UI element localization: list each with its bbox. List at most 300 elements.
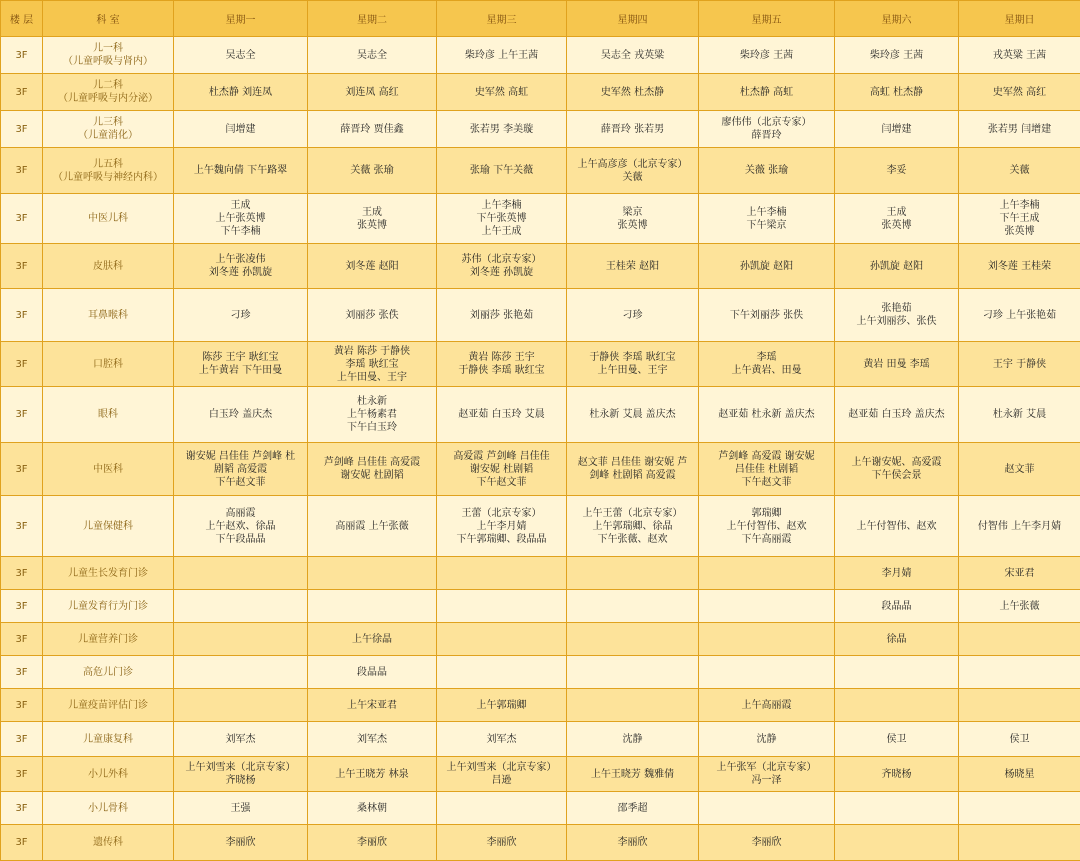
cell-line: 高丽霞 上午张薇 [310, 520, 434, 533]
cell-line: 沈静 [701, 733, 832, 746]
cell-line: 张瑜 下午关薇 [439, 164, 564, 177]
cell-line: 遗传科 [45, 836, 171, 849]
cell-line: 上午张凌伟 [176, 253, 305, 266]
department-cell [43, 244, 174, 289]
cell-line: 下午侯会景 [837, 469, 956, 482]
cell-line: 关薇 [961, 164, 1078, 177]
schedule-cell-sat [835, 722, 959, 757]
cell-line: 眼科 [45, 408, 171, 421]
cell-line: 刘军杰 [310, 733, 434, 746]
cell-line: 上午张英博 [176, 212, 305, 225]
schedule-cell-sat [835, 590, 959, 623]
cell-line: 陈莎 王宇 耿红宝 [176, 351, 305, 364]
schedule-cell-wed [437, 656, 567, 689]
cell-line: 李月婧 [837, 567, 956, 580]
department-cell [43, 289, 174, 342]
header-cell: 星期三 [437, 1, 567, 37]
schedule-cell-sun [959, 244, 1080, 289]
cell-line: 黄岩 田曼 李瑶 [837, 358, 956, 371]
header-cell: 科 室 [43, 1, 174, 37]
cell-line: 杜永新 艾晨 盖庆杰 [569, 408, 696, 421]
cell-line: 王成 [310, 206, 434, 219]
schedule-cell-mon [174, 194, 308, 244]
table-row [1, 37, 1080, 74]
schedule-cell-sun [959, 792, 1080, 825]
schedule-cell-wed [437, 387, 567, 443]
schedule-cell-wed [437, 74, 567, 111]
cell-line: 芦剑峰 高爱霞 谢安妮 [701, 450, 832, 463]
department-cell [43, 590, 174, 623]
floor-cell: 3F [1, 289, 43, 342]
table-row [1, 825, 1080, 861]
schedule-cell-mon [174, 792, 308, 825]
cell-line: 上午赵欢、徐晶 [176, 520, 305, 533]
department-cell [43, 443, 174, 496]
department-cell [43, 757, 174, 792]
cell-line: 下午李楠 [176, 225, 305, 238]
cell-line: 杜杰静 高虹 [701, 86, 832, 99]
cell-line: 李妥 [837, 164, 956, 177]
cell-line: 耳鼻喉科 [45, 309, 171, 322]
department-cell [43, 74, 174, 111]
schedule-cell-sun [959, 656, 1080, 689]
schedule-cell-thu [567, 825, 699, 861]
floor-cell: 3F [1, 443, 43, 496]
schedule-cell-sun [959, 74, 1080, 111]
schedule-cell-wed [437, 825, 567, 861]
schedule-cell-fri [699, 342, 835, 387]
department-cell [43, 194, 174, 244]
schedule-cell-thu [567, 623, 699, 656]
cell-line: 梁京 [569, 206, 696, 219]
cell-line: 中医儿科 [45, 212, 171, 225]
cell-line: 上午徐晶 [310, 633, 434, 646]
schedule-cell-sat [835, 194, 959, 244]
cell-line: 王成 [837, 206, 956, 219]
cell-line: 王强 [176, 802, 305, 815]
cell-line: 吴志全 [176, 49, 305, 62]
table-row [1, 111, 1080, 148]
schedule-cell-wed [437, 111, 567, 148]
cell-line: 张英博 [837, 219, 956, 232]
cell-line: 孙凯旋 赵阳 [837, 260, 956, 273]
cell-line: 刘丽莎 张佚 [310, 309, 434, 322]
cell-line: 上午王晓芳 林泉 [310, 768, 434, 781]
cell-line: 上午宋亚君 [310, 699, 434, 712]
cell-line: 高爱霞 芦剑峰 吕佳佳 [439, 450, 564, 463]
schedule-cell-tue [308, 689, 437, 722]
floor-cell: 3F [1, 74, 43, 111]
department-cell [43, 496, 174, 557]
schedule-cell-sat [835, 244, 959, 289]
schedule-cell-sun [959, 387, 1080, 443]
cell-line: 剑峰 杜剧韬 高爱霞 [569, 469, 696, 482]
cell-line: 沈静 [569, 733, 696, 746]
cell-line: 王蕾（北京专家） [439, 507, 564, 520]
schedule-cell-tue [308, 37, 437, 74]
cell-line: 上午李楠 [701, 206, 832, 219]
department-cell [43, 689, 174, 722]
cell-line: 刘冬莲 王桂荣 [961, 260, 1078, 273]
schedule-cell-wed [437, 689, 567, 722]
table-row [1, 194, 1080, 244]
header-cell: 星期一 [174, 1, 308, 37]
schedule-cell-thu [567, 244, 699, 289]
table-row [1, 757, 1080, 792]
cell-line: （儿童呼吸与神经内科） [45, 171, 171, 184]
floor-cell: 3F [1, 590, 43, 623]
table-row [1, 557, 1080, 590]
table-row [1, 387, 1080, 443]
cell-line: 戎英粱 王茜 [961, 49, 1078, 62]
department-cell [43, 623, 174, 656]
cell-line: 徐晶 [837, 633, 956, 646]
cell-line: 下午赵文菲 [701, 476, 832, 489]
schedule-cell-wed [437, 496, 567, 557]
schedule-cell-tue [308, 443, 437, 496]
cell-line: 侯卫 [837, 733, 956, 746]
schedule-cell-tue [308, 792, 437, 825]
table-row [1, 244, 1080, 289]
schedule-cell-sat [835, 656, 959, 689]
schedule-cell-sun [959, 590, 1080, 623]
schedule-cell-tue [308, 722, 437, 757]
cell-line: 张若男 李美璇 [439, 123, 564, 136]
schedule-cell-fri [699, 656, 835, 689]
cell-line: 黄岩 陈莎 王宇 [439, 351, 564, 364]
cell-line: 齐晓杨 [176, 774, 305, 787]
cell-line: 儿五科 [45, 158, 171, 171]
cell-line: 段晶晶 [310, 666, 434, 679]
schedule-cell-tue [308, 757, 437, 792]
cell-line: 闫增建 [176, 123, 305, 136]
schedule-cell-wed [437, 757, 567, 792]
cell-line: 谢安妮 杜剧韬 [439, 463, 564, 476]
cell-line: 高虹 杜杰静 [837, 86, 956, 99]
header-cell: 星期六 [835, 1, 959, 37]
schedule-cell-tue [308, 656, 437, 689]
schedule-cell-sun [959, 342, 1080, 387]
cell-line: 儿童保健科 [45, 520, 171, 533]
schedule-cell-thu [567, 148, 699, 194]
schedule-cell-mon [174, 342, 308, 387]
schedule-cell-tue [308, 289, 437, 342]
floor-cell: 3F [1, 623, 43, 656]
cell-line: 上午郭瑞卿、徐晶 [569, 520, 696, 533]
cell-line: 张艳茹 [837, 302, 956, 315]
department-cell [43, 656, 174, 689]
department-cell [43, 387, 174, 443]
schedule-cell-mon [174, 443, 308, 496]
cell-line: 吴志全 [310, 49, 434, 62]
schedule-cell-sun [959, 194, 1080, 244]
schedule-cell-mon [174, 289, 308, 342]
schedule-cell-wed [437, 289, 567, 342]
cell-line: 刘冬莲 赵阳 [310, 260, 434, 273]
cell-line: 上午王晓芳 魏雅倩 [569, 768, 696, 781]
cell-line: 上午王蕾（北京专家） [569, 507, 696, 520]
schedule-cell-sat [835, 387, 959, 443]
schedule-cell-tue [308, 342, 437, 387]
schedule-cell-fri [699, 757, 835, 792]
cell-line: 上午刘雪来（北京专家） [439, 761, 564, 774]
schedule-cell-sat [835, 825, 959, 861]
cell-line: 剧韬 高爱霞 [176, 463, 305, 476]
schedule-cell-sat [835, 443, 959, 496]
cell-line: 下午张薇、赵欢 [569, 533, 696, 546]
schedule-cell-fri [699, 722, 835, 757]
table-row [1, 792, 1080, 825]
schedule-cell-thu [567, 111, 699, 148]
schedule-cell-tue [308, 557, 437, 590]
cell-line: 张若男 闫增建 [961, 123, 1078, 136]
department-cell [43, 342, 174, 387]
schedule-cell-wed [437, 557, 567, 590]
cell-line: 上午高丽霞 [701, 699, 832, 712]
cell-line: 上午黄岩、田曼 [701, 364, 832, 377]
cell-line: 上午黄岩 下午田曼 [176, 364, 305, 377]
schedule-cell-sat [835, 557, 959, 590]
cell-line: 柴玲彦 王茜 [701, 49, 832, 62]
cell-line: 上午李楠 [961, 199, 1078, 212]
schedule-cell-sat [835, 689, 959, 722]
table-row [1, 342, 1080, 387]
cell-line: 王宇 于静侠 [961, 358, 1078, 371]
cell-line: 苏伟（北京专家） [439, 253, 564, 266]
cell-line: 上午杨素君 [310, 408, 434, 421]
cell-line: 薛晋玲 [701, 129, 832, 142]
schedule-cell-sun [959, 557, 1080, 590]
cell-line: 侯卫 [961, 733, 1078, 746]
schedule-cell-sun [959, 757, 1080, 792]
cell-line: 张英博 [310, 219, 434, 232]
cell-line: 下午梁京 [701, 219, 832, 232]
cell-line: 杜永新 艾晨 [961, 408, 1078, 421]
schedule-cell-thu [567, 37, 699, 74]
cell-line: 下午张英博 [439, 212, 564, 225]
cell-line: 儿童发育行为门诊 [45, 600, 171, 613]
cell-line: 李丽欣 [701, 836, 832, 849]
cell-line: 刘军杰 [439, 733, 564, 746]
cell-line: （儿童呼吸与肾内） [45, 55, 171, 68]
cell-line: 谢安妮 吕佳佳 芦剑峰 杜 [176, 450, 305, 463]
schedule-cell-mon [174, 689, 308, 722]
schedule-cell-sun [959, 496, 1080, 557]
cell-line: （儿童呼吸与内分泌） [45, 92, 171, 105]
cell-line: 刁珍 [176, 309, 305, 322]
schedule-cell-sat [835, 623, 959, 656]
schedule-cell-fri [699, 792, 835, 825]
cell-line: 下午王成 [961, 212, 1078, 225]
schedule-cell-thu [567, 74, 699, 111]
table-row [1, 289, 1080, 342]
cell-line: 闫增建 [837, 123, 956, 136]
cell-line: 赵文菲 [961, 463, 1078, 476]
schedule-cell-tue [308, 496, 437, 557]
cell-line: 赵亚茹 杜永新 盖庆杰 [701, 408, 832, 421]
cell-line: 孙凯旋 赵阳 [701, 260, 832, 273]
cell-line: 王成 [176, 199, 305, 212]
schedule-cell-tue [308, 111, 437, 148]
schedule-cell-fri [699, 37, 835, 74]
schedule-cell-fri [699, 74, 835, 111]
cell-line: 上午高彦彦（北京专家） [569, 158, 696, 171]
schedule-cell-wed [437, 342, 567, 387]
schedule-cell-sat [835, 37, 959, 74]
schedule-cell-tue [308, 590, 437, 623]
cell-line: （儿童消化） [45, 129, 171, 142]
schedule-cell-mon [174, 387, 308, 443]
cell-line: 吕佳佳 杜剧韬 [701, 463, 832, 476]
floor-cell: 3F [1, 557, 43, 590]
department-cell [43, 557, 174, 590]
schedule-cell-mon [174, 656, 308, 689]
schedule-cell-thu [567, 757, 699, 792]
schedule-cell-mon [174, 557, 308, 590]
cell-line: 儿童疫苗评估门诊 [45, 699, 171, 712]
schedule-cell-sun [959, 37, 1080, 74]
cell-line: 关薇 张瑜 [310, 164, 434, 177]
floor-cell: 3F [1, 111, 43, 148]
cell-line: 白玉玲 盖庆杰 [176, 408, 305, 421]
schedule-cell-mon [174, 757, 308, 792]
schedule-cell-mon [174, 496, 308, 557]
cell-line: 下午赵文菲 [176, 476, 305, 489]
schedule-cell-thu [567, 443, 699, 496]
cell-line: 刘冬莲 孙凯旋 [176, 266, 305, 279]
cell-line: 下午高丽霞 [701, 533, 832, 546]
cell-line: 吴志全 戎英粱 [569, 49, 696, 62]
cell-line: 郭瑞卿 [701, 507, 832, 520]
department-cell [43, 111, 174, 148]
floor-cell: 3F [1, 148, 43, 194]
cell-line: 中医科 [45, 463, 171, 476]
schedule-cell-fri [699, 590, 835, 623]
cell-line: 王桂荣 赵阳 [569, 260, 696, 273]
cell-line: 高丽霞 [176, 507, 305, 520]
cell-line: 段晶晶 [837, 600, 956, 613]
floor-cell: 3F [1, 496, 43, 557]
schedule-cell-tue [308, 244, 437, 289]
cell-line: 上午张薇 [961, 600, 1078, 613]
cell-line: 李丽欣 [439, 836, 564, 849]
cell-line: 上午魏向倩 下午路翠 [176, 164, 305, 177]
cell-line: 小儿骨科 [45, 802, 171, 815]
cell-line: 上午刘雪来（北京专家） [176, 761, 305, 774]
cell-line: 下午刘丽莎 张佚 [701, 309, 832, 322]
table-row [1, 689, 1080, 722]
cell-line: 李瑶 耿红宝 [310, 358, 434, 371]
header-row [1, 1, 1080, 37]
cell-line: 刁珍 上午张艳茹 [961, 309, 1078, 322]
cell-line: 史军然 杜杰静 [569, 86, 696, 99]
schedule-cell-mon [174, 74, 308, 111]
cell-line: 柴玲彦 王茜 [837, 49, 956, 62]
schedule-cell-sat [835, 289, 959, 342]
cell-line: 桑林朝 [310, 802, 434, 815]
cell-line: 口腔科 [45, 358, 171, 371]
schedule-cell-sun [959, 722, 1080, 757]
schedule-cell-tue [308, 825, 437, 861]
cell-line: 上午付智伟、赵欢 [701, 520, 832, 533]
cell-line: 谢安妮 杜剧韬 [310, 469, 434, 482]
cell-line: 杜杰静 刘连凤 [176, 86, 305, 99]
floor-cell: 3F [1, 722, 43, 757]
cell-line: 儿二科 [45, 79, 171, 92]
schedule-cell-tue [308, 623, 437, 656]
cell-line: 李丽欣 [310, 836, 434, 849]
cell-line: 上午付智伟、赵欢 [837, 520, 956, 533]
department-cell [43, 792, 174, 825]
schedule-cell-sat [835, 148, 959, 194]
cell-line: 刘军杰 [176, 733, 305, 746]
cell-line: 儿童生长发育门诊 [45, 567, 171, 580]
cell-line: 下午赵文菲 [439, 476, 564, 489]
schedule-cell-sat [835, 792, 959, 825]
cell-line: 上午李楠 [439, 199, 564, 212]
floor-cell: 3F [1, 37, 43, 74]
cell-line: 吕逊 [439, 774, 564, 787]
cell-line: 上午谢安妮、高爱霞 [837, 456, 956, 469]
schedule-cell-mon [174, 37, 308, 74]
floor-cell: 3F [1, 825, 43, 861]
schedule-cell-tue [308, 74, 437, 111]
table-row [1, 496, 1080, 557]
table-row [1, 722, 1080, 757]
floor-cell: 3F [1, 757, 43, 792]
department-cell [43, 825, 174, 861]
cell-line: 下午郭瑞卿、段晶晶 [439, 533, 564, 546]
schedule-cell-fri [699, 623, 835, 656]
schedule-cell-mon [174, 111, 308, 148]
schedule-cell-tue [308, 387, 437, 443]
schedule-cell-thu [567, 792, 699, 825]
schedule-cell-fri [699, 443, 835, 496]
cell-line: 上午郭瑞卿 [439, 699, 564, 712]
cell-line: 张英博 [569, 219, 696, 232]
header-cell: 星期日 [959, 1, 1080, 37]
cell-line: 廖伟伟（北京专家） [701, 116, 832, 129]
schedule-cell-thu [567, 656, 699, 689]
cell-line: 赵亚茹 白玉玲 盖庆杰 [837, 408, 956, 421]
cell-line: 邵季超 [569, 802, 696, 815]
cell-line: 赵文菲 吕佳佳 谢安妮 芦 [569, 456, 696, 469]
schedule-cell-fri [699, 825, 835, 861]
header-cell: 星期二 [308, 1, 437, 37]
schedule-cell-mon [174, 825, 308, 861]
schedule-cell-thu [567, 289, 699, 342]
schedule-cell-fri [699, 689, 835, 722]
cell-line: 于静侠 李瑶 耿红宝 [439, 364, 564, 377]
schedule-cell-sun [959, 623, 1080, 656]
cell-line: 上午李月婧 [439, 520, 564, 533]
schedule-cell-mon [174, 623, 308, 656]
cell-line: 芦剑峰 吕佳佳 高爱霞 [310, 456, 434, 469]
table-row [1, 656, 1080, 689]
cell-line: 关薇 [569, 171, 696, 184]
cell-line: 儿童营养门诊 [45, 633, 171, 646]
department-cell [43, 148, 174, 194]
cell-line: 儿一科 [45, 42, 171, 55]
cell-line: 小儿外科 [45, 768, 171, 781]
schedule-cell-tue [308, 148, 437, 194]
schedule-cell-tue [308, 194, 437, 244]
schedule-cell-wed [437, 590, 567, 623]
department-cell [43, 37, 174, 74]
cell-line: 上午王成 [439, 225, 564, 238]
cell-line: 下午白玉玲 [310, 421, 434, 434]
cell-line: 上午刘丽莎、张佚 [837, 315, 956, 328]
